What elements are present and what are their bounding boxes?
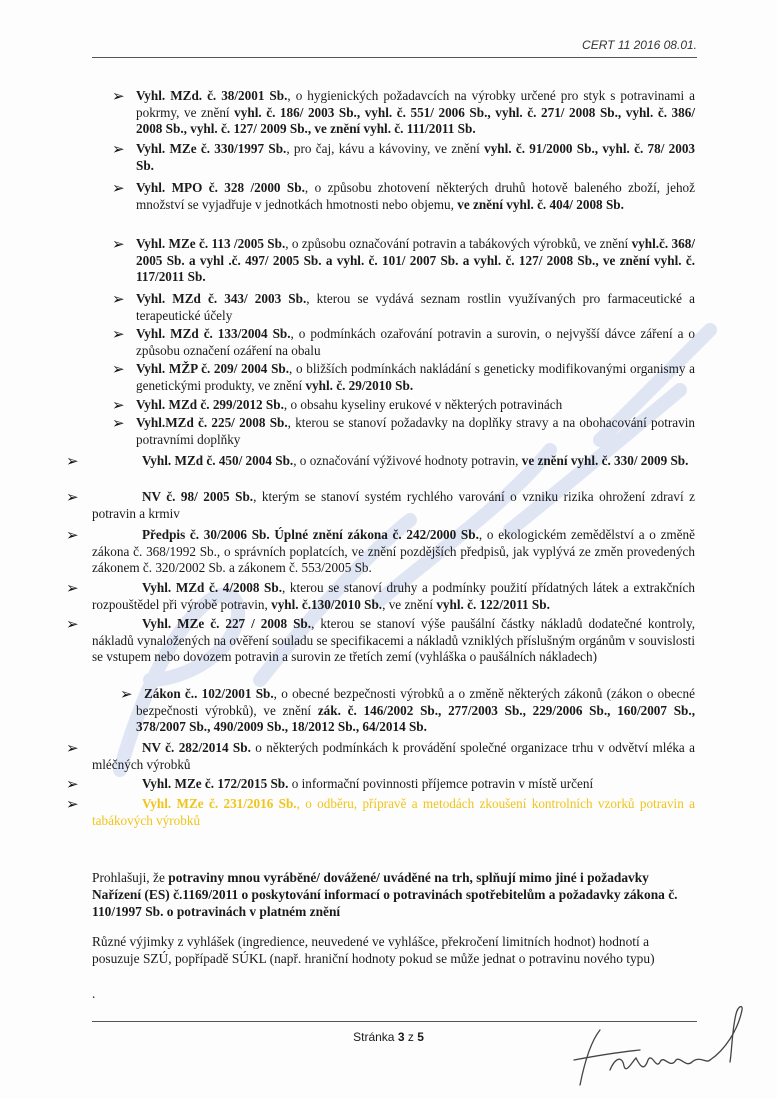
regulation-item: [136, 361, 695, 394]
regulation-citation: NV č. 282/2014 Sb.: [142, 740, 251, 755]
bullet-arrow-icon: ➢: [66, 579, 79, 597]
regulation-item: [92, 776, 695, 793]
regulation-item: [136, 88, 695, 138]
page-sep: z: [404, 1030, 418, 1044]
regulation-citation: Předpis č. 30/2006 Sb. Úplné znění zákona č. 242/2000 Sb.: [142, 527, 479, 542]
regulation-item: [136, 141, 695, 174]
regulation-item: [136, 236, 695, 286]
bullet-arrow-icon: ➢: [112, 414, 125, 432]
regulation-text: , kterou se stanoví požadavky na doplňky stravy a na obohacování potravin potravními doplňky: [136, 415, 696, 447]
regulation-citation: Vyhl. MZe č. 172/2015 Sb.: [142, 776, 289, 791]
regulation-text: o některých podmínkách k provádění společné organizace trhu v odvětví mléka a mléčných výrobků: [92, 740, 695, 772]
current-page: 3: [397, 1030, 405, 1044]
bullet-arrow-icon: ➢: [66, 452, 79, 470]
bullet-arrow-icon: ➢: [112, 140, 125, 158]
regulation-text: , o obecné bezpečnosti výrobků a o změně některých zákonů (zákon o obecné bezpečnosti výrobků), ve znění: [136, 686, 695, 718]
regulation-text: , o způsobu označování potravin a tabákových výrobků, ve znění: [285, 236, 632, 251]
declaration-body: potraviny mnou vyráběné/ dovážené/ uváděné na trh, splňují mimo jiné i požadavky Nařízení (ES) č.1169/2011 o poskytování informací o potravinách spotřebitelům a požadavky zákona č. 110/1997 Sb. o potravinách v platném znění: [92, 870, 678, 919]
regulation-item: [92, 527, 695, 577]
handwritten-signature: [560, 1000, 760, 1090]
regulation-citation: Vyhl. MZe č. 113 /2005 Sb.: [136, 236, 286, 251]
regulation-item: [136, 415, 695, 448]
regulation-citation: vyhl. č.130/2010 Sb.: [271, 596, 383, 612]
regulation-text: , pro čaj, kávu a kávoviny, ve znění: [286, 141, 485, 156]
bullet-arrow-icon: ➢: [112, 325, 125, 343]
regulation-citation: vyhl.č. 368/ 2005 Sb. a vyhl .č. 497/ 2005 Sb. a vyhl. č. 101/ 2007 Sb. a vyhl. č. 127/ 2008 Sb., ve znění vyhl. č. 117/2011 Sb.: [136, 236, 695, 284]
bullet-arrow-icon: ➢: [112, 290, 125, 308]
regulation-item: [136, 397, 695, 414]
regulation-citation: Vyhl. MZd. č. 38/2001 Sb.: [136, 88, 288, 103]
regulation-text: , o obsahu kyseliny erukové v některých potravinách: [283, 397, 563, 412]
bullet-arrow-icon: ➢: [120, 685, 133, 703]
regulation-citation: Vyhl. MZd č. 343/ 2003 Sb.: [136, 291, 307, 306]
regulation-item: [92, 616, 695, 666]
regulation-text: , o způsobu zhotovení některých druhů hotově baleného zboží, jehož množství se vyjadřuje v jednotkách hmotnosti nebo objemu,: [136, 180, 695, 212]
regulation-text: , o hygienických požadavcích na výrobky určené pro styk s potravinami a pokrmy, ve znění: [136, 88, 695, 120]
bullet-arrow-icon: ➢: [112, 87, 125, 105]
regulation-citation: Vyhl. MŽP č. 209/ 2004 Sb.: [136, 361, 290, 376]
declaration-lead: Prohlašuji, že: [92, 870, 169, 885]
regulation-text: , o bližších podmínkách nakládání s geneticky modifikovanými organismy a genetickými produkty, ve znění: [136, 361, 695, 393]
regulation-citation: zák. č. 146/2002 Sb., 277/2003 Sb., 229/2006 Sb., 160/2007 Sb., 378/2007 Sb., 490/2009 Sb., 18/2012 Sb., 64/2014 Sb.: [136, 702, 695, 734]
regulation-citation: NV č. 98/ 2005 Sb.: [142, 489, 254, 504]
regulation-text: , o ekologickém zemědělství a o změně zákona č. 368/1992 Sb., o správních poplatcích, ve znění pozdějších předpisů, jak vyplývá ze změn provedených zákonem č. 320/2002 Sb. a zákonem č. 553/2005 Sb.: [92, 527, 695, 575]
regulation-text: , kterou se stanoví výše paušální částky nákladů dodatečné kontroly, nákladů vynaložených na ověření souladu se specifikacemi a nákladů vzniklých příslušným orgánům v souvislosti se vstupem nebo dovozem potravin a surovin ze třetích zemí (vyhláška o paušálních nákladech): [92, 616, 696, 664]
regulation-text: , ve znění: [382, 596, 437, 612]
bullet-arrow-icon: ➢: [66, 739, 79, 757]
regulation-citation: Vyhl. MZd č. 299/2012 Sb.: [136, 397, 284, 412]
regulation-item: [92, 740, 695, 773]
regulation-text: , kterou se stanoví druhy a podmínky použití přídatných látek a extrakčních rozpouštědel při výrobě potravin,: [92, 580, 696, 612]
bullet-arrow-icon: ➢: [66, 526, 79, 544]
regulation-citation: Vyhl. MZe č. 227 / 2008 Sb.: [142, 616, 312, 631]
page-prefix: Stránka: [353, 1030, 398, 1044]
regulation-text: , kterým se stanoví systém rychlého varování o vzniku rizika ohrožení zdraví z potravin a krmiv: [92, 489, 695, 521]
regulation-item: [136, 326, 695, 359]
regulation-item: [92, 453, 695, 470]
header-rule: [92, 57, 697, 58]
bullet-arrow-icon: ➢: [66, 795, 79, 813]
regulation-item: [136, 291, 695, 324]
regulation-citation: vyhl. č. 91/2000 Sb., vyhl. č. 78/ 2003 Sb.: [136, 141, 696, 173]
regulation-citation: Vyhl. MZe č. 330/1997 Sb.: [136, 141, 287, 156]
declaration-paragraph: [92, 869, 695, 920]
regulation-item: [136, 180, 695, 213]
bullet-arrow-icon: ➢: [112, 360, 125, 378]
regulation-citation: Vyhl. MZd č. 133/2004 Sb.: [136, 326, 291, 341]
regulation-citation: Vyhl. MZe č. 231/2016 Sb.: [142, 796, 297, 811]
regulation-citation: Vyhl.MZd č. 225/ 2008 Sb.: [136, 415, 288, 430]
total-pages: 5: [417, 1030, 424, 1044]
regulation-citation: Vyhl. MZd č. 4/2008 Sb.: [142, 580, 283, 595]
bullet-arrow-icon: ➢: [66, 488, 79, 506]
regulation-citation: vyhl. č. 29/2010 Sb.: [305, 377, 414, 393]
bullet-arrow-icon: ➢: [112, 396, 125, 414]
regulation-item: [92, 489, 695, 522]
regulation-citation: Zákon č.. 102/2001 Sb.: [144, 686, 274, 701]
bullet-arrow-icon: ➢: [66, 615, 79, 633]
regulation-item: [92, 796, 695, 829]
note-paragraph: Různé výjimky z vyhlášek (ingredience, neuvedené ve vyhlášce, překročení limitních hodnot) hodnotí a posuzuje SZÚ, popřípadě SÚKL (např. hraniční hodnoty pokud se může jednat o potravinu nového typu): [92, 934, 655, 966]
regulation-citation: ve znění vyhl. č. 404/ 2008 Sb.: [457, 196, 624, 212]
bullet-arrow-icon: ➢: [112, 179, 125, 197]
regulation-citation: Vyhl. MZd č. 450/ 2004 Sb.: [142, 453, 294, 468]
regulation-text: , kterou se vydává seznam rostlin využívaných pro farmaceutické a terapeutické účely: [136, 291, 695, 323]
regulation-citation: vyhl. č. 186/ 2003 Sb., vyhl. č. 551/ 2006 Sb., vyhl. č. 271/ 2008 Sb., vyhl. č. 386/ 2008 Sb., vyhl. č. 127/ 2009 Sb., ve znění vyhl. č. 111/2011 Sb.: [136, 104, 695, 136]
bullet-arrow-icon: ➢: [112, 235, 125, 253]
document-code: CERT 11 2016 08.01.: [582, 38, 697, 52]
regulation-text: o informační povinnosti příjemce potravin v místě určení: [288, 776, 594, 791]
regulation-text: , o podmínkách ozařování potravin a surovin, o nejvyšší dávce záření a o způsobu označení ozáření na obalu: [136, 326, 695, 358]
regulation-citation: ve znění vyhl. č. 330/ 2009 Sb.: [521, 453, 689, 468]
regulation-text: , o označování výživové hodnoty potravin,: [293, 453, 522, 468]
regulation-citation: vyhl. č. 122/2011 Sb.: [436, 596, 550, 612]
regulation-citation: Vyhl. MPO č. 328 /2000 Sb.: [136, 180, 305, 195]
bullet-arrow-icon: ➢: [66, 775, 79, 793]
regulation-item: [136, 686, 695, 736]
regulation-text: , o odběru, přípravě a metodách zkoušení kontrolních vzorků potravin a tabákových výrobků: [92, 796, 695, 828]
regulation-item: [92, 580, 695, 613]
stray-dot: .: [92, 986, 96, 1001]
